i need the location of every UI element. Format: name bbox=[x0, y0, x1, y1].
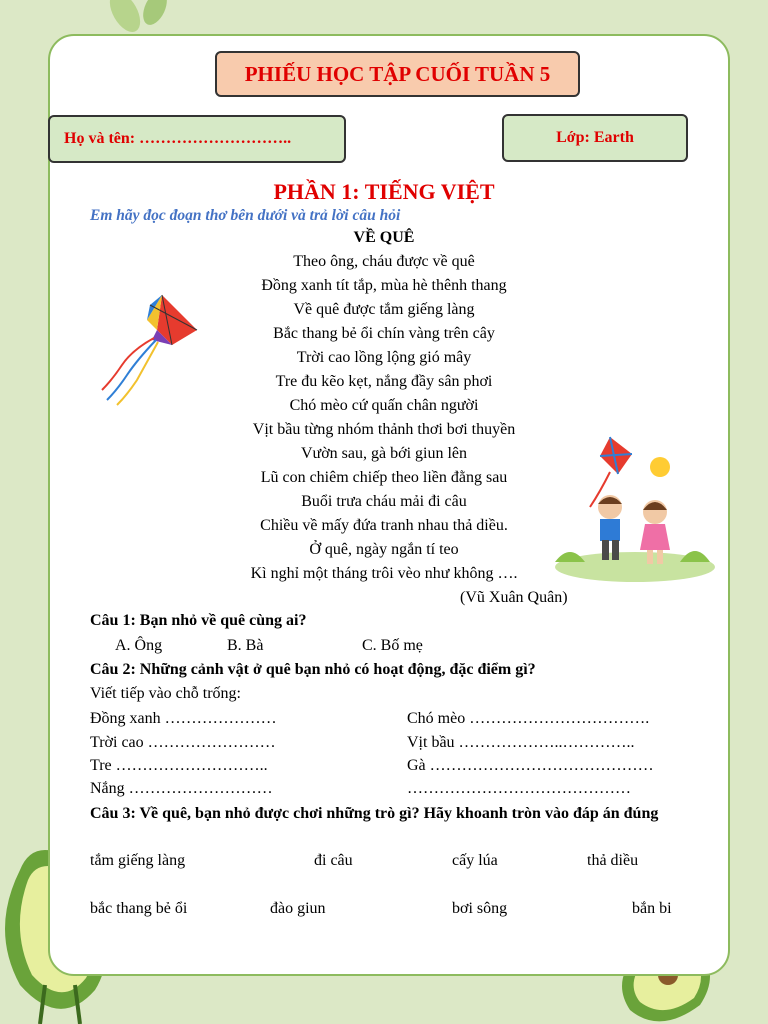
poem-author: (Vũ Xuân Quân) bbox=[460, 589, 568, 606]
q2-blank-right: Chó mèo ……………………………. bbox=[407, 710, 650, 727]
q3-answer-option: bơi sông bbox=[452, 900, 508, 917]
poem-line: Về quê được tắm giếng làng bbox=[293, 301, 475, 318]
q1-option-c: C. Bố mẹ bbox=[362, 637, 423, 654]
q3-answer-option: tắm giếng làng bbox=[90, 852, 186, 869]
q1-option-b: B. Bà bbox=[227, 637, 264, 654]
poem-line: Đồng xanh tít tắp, mùa hè thênh thang bbox=[261, 277, 507, 294]
q2-blank-left: Nắng ……………………… bbox=[90, 780, 273, 797]
question-1: Câu 1: Bạn nhỏ về quê cùng ai? bbox=[90, 612, 307, 629]
poem-line: Tre đu kẽo kẹt, nắng đầy sân phơi bbox=[275, 373, 493, 390]
q3-answer-option: bắn bi bbox=[632, 900, 672, 917]
question-3: Câu 3: Về quê, bạn nhỏ được chơi những trò gì? Hãy khoanh tròn vào đáp án đúng bbox=[90, 805, 659, 822]
children-flying-kite-icon bbox=[550, 432, 715, 582]
q3-answer-option: thả diều bbox=[587, 852, 639, 869]
q3-answer-option: đào giun bbox=[270, 900, 326, 917]
class-field: Lớp: Earth bbox=[502, 114, 688, 162]
kite-icon bbox=[92, 290, 204, 410]
worksheet-title: PHIẾU HỌC TẬP CUỐI TUẦN 5 bbox=[215, 51, 580, 97]
poem-line: Chiều về mấy đứa tranh nhau thả diều. bbox=[260, 517, 508, 534]
poem-line: Ở quê, ngày ngắn tí teo bbox=[309, 541, 459, 558]
q2-blank-right: Vịt bầu ………………..………….. bbox=[407, 734, 635, 751]
section-title: PHẦN 1: TIẾNG VIỆT bbox=[273, 179, 495, 204]
poem-line: Trời cao lồng lộng gió mây bbox=[296, 349, 472, 366]
poem-line: Bắc thang bẻ ổi chín vàng trên cây bbox=[273, 325, 495, 342]
q2-blank-right: …………………………………… bbox=[407, 780, 631, 797]
poem-line: Kì nghỉ một tháng trôi vèo như không …. bbox=[250, 565, 518, 582]
q2-blank-right: Gà …………………………………… bbox=[407, 757, 654, 774]
q3-answer-option: đi câu bbox=[314, 852, 353, 869]
q3-answer-option: bắc thang bẻ ổi bbox=[90, 900, 188, 917]
q1-option-a: A. Ông bbox=[115, 637, 163, 654]
poem-line: Buổi trưa cháu mải đi câu bbox=[301, 493, 467, 510]
leaf-icon bbox=[104, 0, 172, 37]
reading-instruction: Em hãy đọc đoạn thơ bên dưới và trả lời câu hỏi bbox=[90, 207, 401, 224]
q2-blank-left: Trời cao …………………… bbox=[90, 734, 276, 751]
question-2: Câu 2: Những cảnh vật ở quê bạn nhỏ có hoạt động, đặc điểm gì? bbox=[90, 661, 536, 678]
poem-title: VỀ QUÊ bbox=[353, 229, 415, 246]
q2-blank-left: Đồng xanh ………………… bbox=[90, 710, 277, 727]
q2-instruction: Viết tiếp vào chỗ trống: bbox=[90, 685, 241, 702]
q2-blank-left: Tre ……………………….. bbox=[90, 757, 268, 774]
student-name-field: Họ và tên: ……………………….. bbox=[48, 115, 346, 163]
poem-line: Theo ông, cháu được về quê bbox=[293, 253, 475, 270]
poem-line: Chó mèo cứ quấn chân người bbox=[289, 397, 479, 414]
q3-answer-option: cấy lúa bbox=[452, 852, 498, 869]
poem-line: Vịt bầu từng nhóm thảnh thơi bơi thuyền bbox=[252, 421, 516, 438]
poem-line: Vườn sau, gà bới giun lên bbox=[300, 445, 467, 462]
poem-line: Lũ con chiêm chiếp theo liền đằng sau bbox=[260, 469, 508, 486]
